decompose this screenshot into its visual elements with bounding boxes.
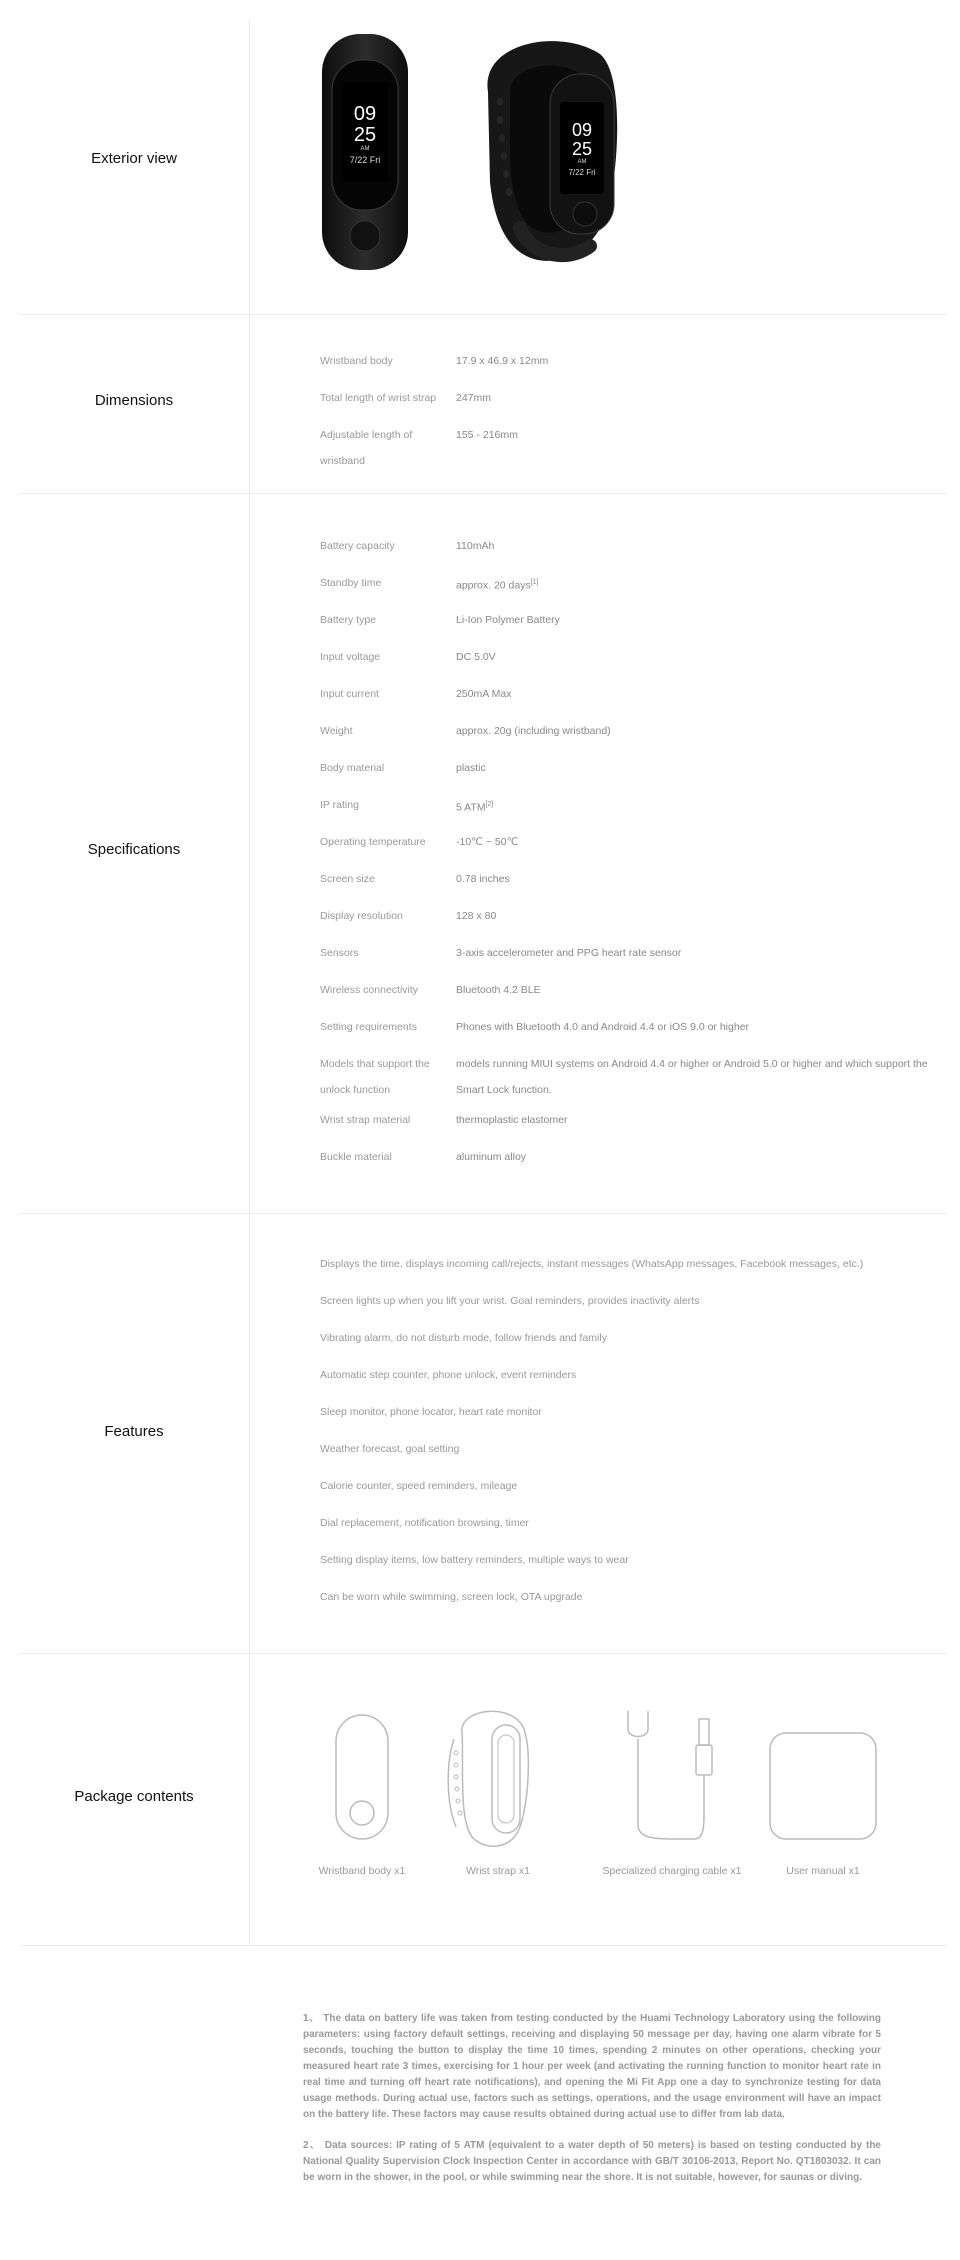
spec-value — [456, 755, 956, 781]
package-item-label: Specialized charging cable x1 — [602, 1865, 742, 1877]
section-title-dimensions: Dimensions — [94, 392, 174, 409]
section-exterior — [20, 18, 947, 315]
spec-value-text: approx. 20g (including wristband) — [456, 725, 611, 737]
package-item-label: Wristband body x1 — [318, 1865, 406, 1877]
spec-label: Buckle material — [320, 1151, 392, 1163]
spec-value — [456, 533, 956, 559]
band-angled-image — [450, 32, 630, 272]
spec-label: Total length of wrist strap — [320, 392, 437, 404]
footnote-2: 2、 Data sources: IP rating of 5 ATM (equivalent to a water depth of 50 meters) is based on testing conducted by the National Quality Supervision Clock Inspection Center in accordance with GB/T 30106-2013, Report No. QT1803032. It can be worn in the shower, in the pool, or while swimming near the shore. It is not suitable, however, for saunas or diving. — [303, 2140, 881, 2183]
feature-item: Automatic step counter, phone unlock, event reminders — [320, 1369, 577, 1381]
spec-label: Battery capacity — [320, 540, 395, 552]
spec-label: Sensors — [320, 947, 359, 959]
feature-item: Displays the time, displays incoming call/rejects, instant messages (WhatsApp messages, Facebook messages, etc.) — [320, 1258, 864, 1270]
section-title-features: Features — [104, 1423, 164, 1440]
spec-value-text: aluminum alloy — [456, 1151, 527, 1163]
spec-value-text: 110mAh — [456, 540, 495, 552]
section-specifications — [20, 493, 947, 1214]
spec-value — [456, 940, 956, 966]
charging-cable-icon — [618, 1705, 728, 1845]
spec-value — [456, 644, 956, 670]
section-package — [20, 1653, 947, 1946]
spec-value — [456, 829, 956, 855]
spec-label: Wireless connectivity — [320, 984, 419, 996]
spec-value-text: Bluetooth 4.2 BLE — [456, 984, 541, 996]
spec-value-text: models running MIUI systems on Android 4.4 or higher or Android 5.0 or higher and which support the Smart Lock function. — [456, 1058, 928, 1096]
spec-value-text: 155 - 216mm — [456, 429, 518, 441]
footnote-ref: [1] — [530, 579, 539, 586]
spec-label: Weight — [320, 725, 353, 737]
front-ampm: AM — [360, 146, 370, 152]
feature-item: Screen lights up when you lift your wrist. Goal reminders, provides inactivity alerts — [320, 1295, 700, 1307]
spec-value — [456, 348, 956, 374]
front-hour: 09 — [353, 103, 377, 125]
feature-item: Can be worn while swimming, screen lock, OTA upgrade — [320, 1591, 583, 1603]
column-divider — [249, 314, 250, 493]
section-features — [20, 1213, 947, 1654]
section-title-package: Package contents — [74, 1788, 194, 1805]
spec-value — [456, 1051, 956, 1103]
spec-value-text: approx. 20 days — [456, 579, 531, 592]
spec-value-text: 250mA Max — [456, 688, 512, 700]
footnote-1: 1、 The data on battery life was taken from testing conducted by the Huami Technology Laboratory using the following parameters: using factory default settings, receiving and displaying 50 message per day, having one alarm vibrate for 5 seconds, touching the button to display the time 10 times, spending 2 minutes on other operations, checking your measured heart rate 3 times, exercising for 1 hour per week (and activating the running function to monitor heart rate in real time and turning off heart rate notifications), and opening the Mi Fit App one a day to synchronize testing for data usage methods. During actual use, factors such as settings, operations, and the usage environment will have an impact on the battery life. These factors may cause results obtained during actual use to differ from lab data. — [303, 2013, 881, 2120]
spec-value — [456, 607, 956, 633]
feature-item: Dial replacement, notification browsing, timer — [320, 1517, 529, 1529]
spec-value-text: 128 x 80 — [456, 910, 497, 922]
spec-label: IP rating — [320, 799, 359, 811]
wristband-body-icon — [332, 1713, 392, 1841]
spec-value — [456, 903, 956, 929]
spec-value — [456, 792, 956, 821]
spec-value — [456, 718, 956, 744]
spec-value-text: Phones with Bluetooth 4.0 and Android 4.4 or iOS 9.0 or higher — [456, 1021, 750, 1033]
column-divider — [249, 1213, 250, 1653]
spec-label: Wristband body — [320, 355, 393, 367]
spec-label: Standby time — [320, 577, 382, 589]
angled-minute: 25 — [571, 139, 593, 159]
spec-value — [456, 1014, 956, 1040]
feature-item: Weather forecast, goal setting — [320, 1443, 460, 1455]
column-divider — [249, 18, 250, 314]
spec-value — [456, 1107, 956, 1133]
angled-ampm: AM — [577, 159, 587, 165]
spec-label: Input voltage — [320, 651, 381, 663]
spec-label: Display resolution — [320, 910, 403, 922]
spec-value-text: -10℃ ~ 50℃ — [456, 836, 519, 848]
spec-label: Battery type — [320, 614, 377, 626]
spec-label: Wrist strap material — [320, 1114, 411, 1126]
spec-label: Input current — [320, 688, 379, 700]
spec-label: Screen size — [320, 873, 375, 885]
spec-label: Setting requirements — [320, 1021, 417, 1033]
spec-value-text: 0.78 inches — [456, 873, 510, 885]
front-date: 7/22 Fri — [349, 155, 381, 165]
footnote-ref: [2] — [485, 801, 494, 808]
feature-item: Setting display items, low battery reminders, multiple ways to wear — [320, 1554, 629, 1566]
column-divider — [249, 493, 250, 1213]
spec-value-text: thermoplastic elastomer — [456, 1114, 568, 1126]
spec-value — [456, 866, 956, 892]
wrist-strap-icon — [442, 1703, 532, 1851]
front-minute: 25 — [353, 124, 377, 146]
spec-value-text: 3-axis accelerometer and PPG heart rate sensor — [456, 947, 682, 959]
spec-value — [456, 385, 956, 411]
user-manual-icon — [768, 1731, 878, 1841]
spec-value-text: 17.9 x 46.9 x 12mm — [456, 355, 549, 367]
spec-value — [456, 977, 956, 1003]
package-item-label: Wrist strap x1 — [466, 1865, 530, 1877]
angled-date: 7/22 Fri — [568, 168, 596, 177]
spec-value-text: 247mm — [456, 392, 492, 404]
section-title-specifications: Specifications — [87, 841, 181, 858]
spec-value — [456, 422, 956, 448]
spec-value-text: Li-Ion Polymer Battery — [456, 614, 560, 626]
package-item-label: User manual x1 — [786, 1865, 860, 1877]
feature-item: Calorie counter, speed reminders, mileage — [320, 1480, 518, 1492]
section-title-exterior: Exterior view — [91, 150, 177, 167]
spec-value — [456, 681, 956, 707]
spec-value-text: plastic — [456, 762, 486, 774]
spec-value-text: DC 5.0V — [456, 651, 496, 663]
band-front-image — [320, 32, 410, 272]
feature-item: Vibrating alarm, do not disturb mode, follow friends and family — [320, 1332, 607, 1344]
angled-hour: 09 — [571, 120, 593, 140]
spec-value-text: 5 ATM — [456, 801, 486, 814]
spec-label: Body material — [320, 762, 385, 774]
spec-label: Adjustable length of wristband — [320, 429, 413, 467]
feature-item: Sleep monitor, phone locator, heart rate monitor — [320, 1406, 542, 1418]
spec-label: Operating temperature — [320, 836, 426, 848]
spec-value — [456, 1144, 956, 1170]
column-divider — [249, 1653, 250, 1945]
spec-value — [456, 570, 956, 599]
section-dimensions — [20, 314, 947, 494]
footnotes — [303, 2011, 881, 2201]
spec-label: Models that support the unlock function — [320, 1058, 430, 1096]
